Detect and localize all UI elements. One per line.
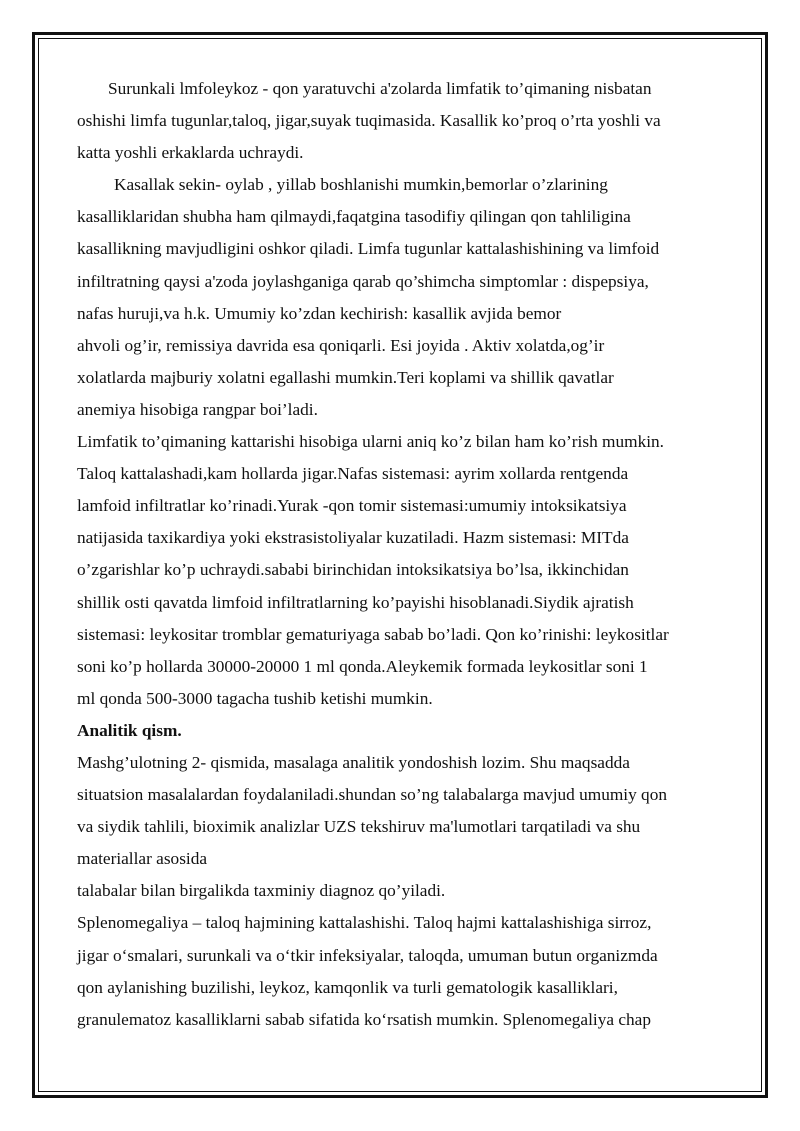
paragraph-line: Kasallak sekin- oylab , yillab boshlanishi mumkin,bemorlar o’zlarining [114,175,608,195]
paragraph-line: Splenomegaliya – taloq hajmining kattalashishi. Taloq hajmi kattalashishiga sirroz, [77,913,652,933]
paragraph-line: katta yoshli erkaklarda uchraydi. [77,143,304,163]
paragraph-line: nafas huruji,va h.k. Umumiy ko’zdan kechirish: kasallik avjida bemor [77,303,562,323]
paragraph-line: Surunkali lmfoleykoz - qon yaratuvchi a'zolarda limfatik to’qimaning nisbatan [108,79,652,98]
paragraph-line: natijasida taxikardiya yoki ekstrasistoliyalar kuzatiladi. Hazm sistemasi: MITda [77,528,629,548]
paragraph-line: va siydik tahlili, bioximik analizlar UZS tekshiruv ma'lumotlari tarqatiladi va shu [77,817,641,837]
section-heading: Analitik qism. [77,720,182,740]
paragraph-line: materiallar asosida [77,849,208,869]
paragraph-line: granulematoz kasalliklarni sabab sifatida ko‘rsatish mumkin. Splenomegaliya chap [77,1009,651,1029]
paragraph-line: xolatlarda majburiy xolatni egallashi mumkin.Teri koplami va shillik qavatlar [77,367,614,387]
paragraph-line: o’zgarishlar ko’p uchraydi.sababi birinchidan intoksikatsiya bo’lsa, ikkinchidan [77,560,629,580]
paragraph-line: jigar o‘smalari, surunkali va o‘tkir infeksiyalar, taloqda, umuman butun organizmda [77,945,658,965]
paragraph-line: talabalar bilan birgalikda taxminiy diagnoz qo’yiladi. [77,881,446,901]
paragraph-line: lamfoid infiltratlar ko’rinadi.Yurak -qon tomir sistemasi:umumiy intoksikatsiya [77,496,627,516]
paragraph-line: Mashg’ulotning 2- qismida, masalaga analitik yondoshish lozim. Shu maqsadda [77,752,630,772]
paragraph-line: kasallikning mavjudligini oshkor qiladi. Limfa tugunlar kattalashishining va limfoid [77,239,660,259]
paragraph-line: oshishi limfa tugunlar,taloq, jigar,suyak tuqimasida. Kasallik ko’proq o’rta yoshli va [77,111,661,131]
paragraph-line: ml qonda 500-3000 tagacha tushib ketishi mumkin. [77,688,433,708]
paragraph-line: anemiya hisobiga rangpar boi’ladi. [77,399,318,419]
paragraph-line: infiltratning qaysi a'zoda joylashganiga qarab qo’shimcha simptomlar : dispepsiya, [77,271,649,291]
paragraph-line: soni ko’p hollarda 30000-20000 1 ml qonda.Aleykemik formada leykositlar soni 1 [77,656,648,676]
document-body [77,73,727,1036]
paragraph-line: Limfatik to’qimaning kattarishi hisobiga ularni aniq ko’z bilan ham ko’rish mumkin. [77,432,664,452]
paragraph-line: Taloq kattalashadi,kam hollarda jigar.Nafas sistemasi: ayrim xollarda rentgenda [77,464,629,484]
paragraph-line: situatsion masalalardan foydalaniladi.shundan so’ng talabalarga mavjud umumiy qon [77,785,667,805]
paragraph-line: ahvoli og’ir, remissiya davrida esa qoniqarli. Esi joyida . Aktiv xolatda,og’ir [77,335,605,355]
paragraph-line: qon aylanishing buzilishi, leykoz, kamqonlik va turli gematologik kasalliklari, [77,977,618,997]
paragraph-line: sistemasi: leykositar tromblar gematuriyaga sabab bo’ladi. Qon ko’rinishi: leykositlar [77,624,669,644]
paragraph-line: kasalliklaridan shubha ham qilmaydi,faqatgina tasodifiy qilingan qon tahliligina [77,207,631,227]
paragraph-line: shillik osti qavatda limfoid infiltratlarning ko’payishi hisoblanadi.Siydik ajratish [77,592,634,612]
